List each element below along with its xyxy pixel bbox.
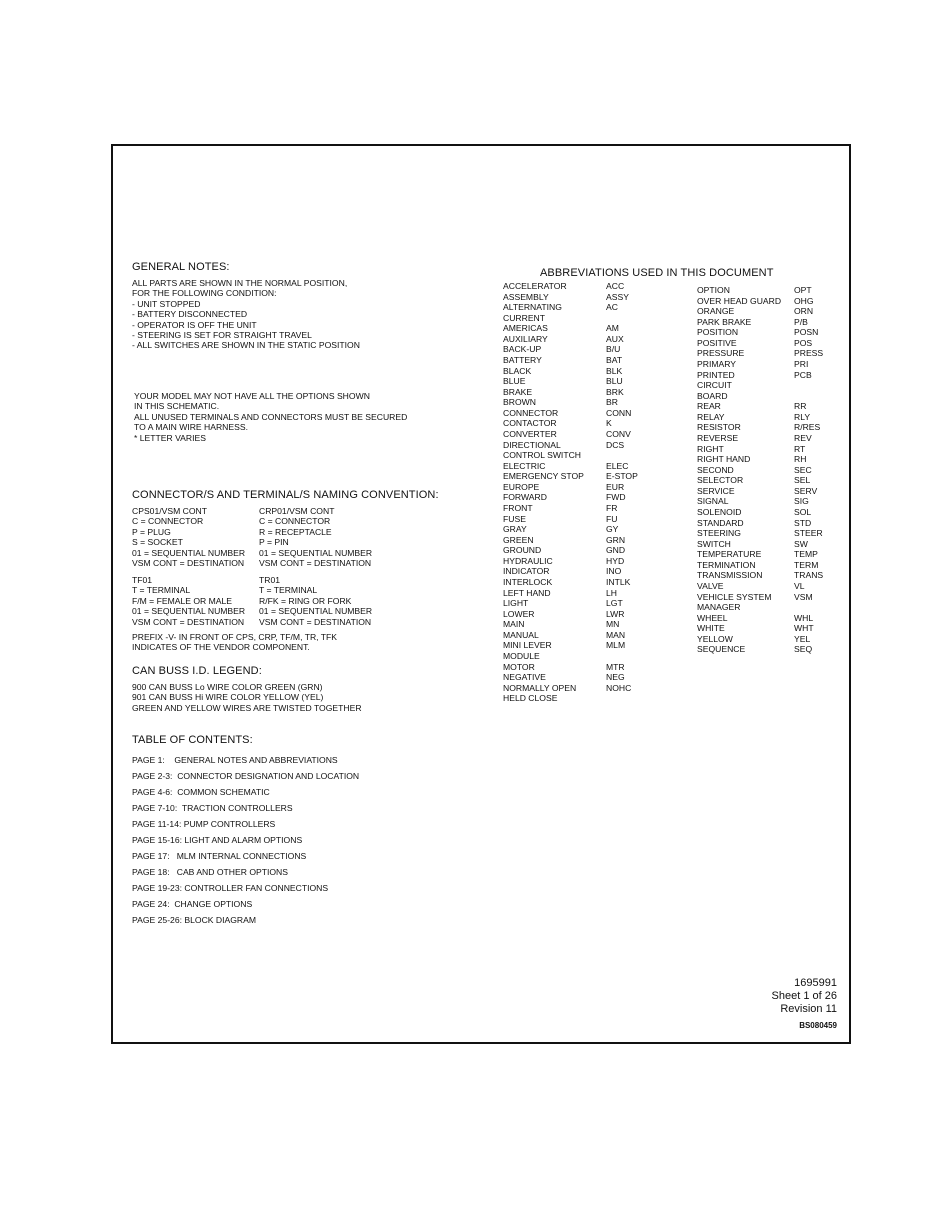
abbreviation-term: TERMINATION (697, 559, 756, 570)
text-line: R/FK = RING OR FORK (259, 595, 352, 606)
naming-block2-right (259, 575, 372, 627)
text-line: VSM CONT = DESTINATION (259, 557, 372, 568)
text-line: 01 = SEQUENTIAL NUMBER (259, 606, 373, 617)
text-line: T = TERMINAL (132, 585, 191, 596)
abbreviation-code: POS (794, 337, 813, 348)
abbreviation-term: GRAY (503, 524, 527, 535)
abbreviation-code: NOHC (606, 682, 632, 693)
naming-block2-left (132, 575, 245, 627)
abbreviation-term: WHEEL (697, 612, 728, 623)
abbreviation-term: STANDARD (697, 517, 744, 528)
abbreviation-code: LWR (606, 608, 625, 619)
toc-list (132, 755, 359, 931)
abbreviation-code: PCB (794, 369, 812, 380)
abbreviation-code: INTLK (606, 576, 631, 587)
abbreviation-term: ALTERNATING (503, 302, 562, 313)
abbreviation-code: RR (794, 401, 807, 412)
abbreviation-code: CONV (606, 428, 631, 439)
abbreviation-code: BLK (606, 365, 623, 376)
abbreviation-code: FWD (606, 492, 626, 503)
text-line: CPS01/VSM CONT (132, 506, 207, 516)
abbreviation-code: GRN (606, 534, 626, 545)
abbreviation-term: SIGNAL (697, 496, 729, 507)
text-line: 01 = SEQUENTIAL NUMBER (259, 547, 373, 558)
abbreviation-code: SW (794, 538, 808, 549)
abbreviation-code: SEC (794, 464, 812, 475)
abbreviation-term: FUSE (503, 513, 526, 524)
abbreviation-code: WHL (794, 612, 814, 623)
abbreviation-term: OVER HEAD GUARD (697, 295, 782, 306)
text-line: C = CONNECTOR (132, 516, 204, 527)
abbreviation-code: GY (606, 524, 619, 535)
toc-item: PAGE 25-26: BLOCK DIAGRAM (132, 915, 257, 925)
abbreviation-code: P/B (794, 316, 808, 327)
abbreviation-code: SIG (794, 496, 809, 507)
abbreviation-code: E-STOP (606, 471, 638, 482)
toc-item: PAGE 11-14: PUMP CONTROLLERS (132, 819, 276, 829)
toc-item: PAGE 19-23: CONTROLLER FAN CONNECTIONS (132, 883, 329, 893)
abbreviation-term: YELLOW (697, 633, 733, 644)
abbreviation-term: DIRECTIONAL (503, 439, 561, 450)
abbreviation-term: INDICATOR (503, 566, 550, 577)
abbreviation-term: POSITIVE (697, 337, 737, 348)
abbreviation-code: POSN (794, 327, 819, 338)
abbreviation-term: REVERSE (697, 432, 739, 443)
abbreviation-term: BLUE (503, 376, 526, 387)
abbreviation-code: ASSY (606, 291, 629, 302)
abbreviation-term: BOARD (697, 390, 728, 401)
abbreviation-code: SEQ (794, 644, 813, 655)
abbreviation-code: MAN (606, 629, 626, 640)
abbreviation-term: OPTION (697, 285, 730, 295)
text-line: S = SOCKET (132, 537, 183, 548)
abbreviation-term: SERVICE (697, 485, 735, 496)
document-code: BS080459 (799, 1021, 837, 1030)
toc-item: PAGE 2-3: CONNECTOR DESIGNATION AND LOCATION (132, 771, 360, 781)
text-line: IN THIS SCHEMATIC. (134, 401, 220, 412)
abbreviation-code: VL (794, 580, 805, 591)
abbreviation-term: MANUAL (503, 629, 539, 640)
abbreviation-code: GND (606, 545, 626, 556)
text-line: VSM CONT = DESTINATION (259, 616, 372, 627)
abbreviation-term: HYDRAULIC (503, 555, 553, 566)
abbreviation-term: FRONT (503, 502, 533, 513)
abbreviation-code: YEL (794, 633, 811, 644)
text-line: 01 = SEQUENTIAL NUMBER (132, 606, 246, 617)
abbreviation-term: HELD CLOSE (503, 693, 558, 704)
abbreviation-term: SELECTOR (697, 475, 744, 486)
abbreviation-code: BR (606, 397, 618, 408)
abbreviation-code: FU (606, 513, 618, 524)
abbreviation-term: FORWARD (503, 492, 547, 503)
abbreviation-term: MOTOR (503, 661, 535, 672)
text-line: - BATTERY DISCONNECTED (132, 309, 248, 320)
drawing-number: 1695991 (794, 977, 837, 989)
abbreviation-code: SOL (794, 506, 812, 517)
abbreviation-code: BRK (606, 386, 624, 397)
abbreviation-term: ASSEMBLY (503, 291, 549, 302)
abbreviation-term: TRANSMISSION (697, 570, 763, 581)
text-line: T = TERMINAL (259, 585, 318, 596)
abbreviation-code: TRANS (794, 570, 824, 581)
abbreviation-term: VALVE (697, 580, 724, 591)
naming-block1-right (259, 506, 372, 568)
abbreviation-term: ELECTRIC (503, 460, 546, 471)
general-notes-title: GENERAL NOTES: (132, 261, 230, 273)
toc-item: PAGE 18: CAB AND OTHER OPTIONS (132, 867, 288, 877)
abbreviation-term: SWITCH (697, 538, 731, 549)
abbreviation-term: CURRENT (503, 312, 546, 323)
general-notes-list-2 (134, 391, 407, 443)
text-line: TR01 (259, 575, 281, 585)
abbreviation-term: POSITION (697, 327, 739, 338)
abbreviation-code: RH (794, 454, 807, 465)
abbreviation-term: LOWER (503, 608, 535, 619)
abbreviation-code: NEG (606, 672, 625, 683)
revision: Revision 11 (780, 1003, 837, 1015)
text-line: - STEERING IS SET FOR STRAIGHT TRAVEL (132, 329, 312, 340)
abbreviation-term: EMERGENCY STOP (503, 471, 584, 482)
abbreviation-term: SEQUENCE (697, 644, 746, 655)
abbreviation-term: MAIN (503, 619, 525, 630)
abbreviation-term: RIGHT (697, 443, 724, 454)
text-line: FOR THE FOLLOWING CONDITION: (132, 288, 277, 299)
abbreviation-term: WHITE (697, 623, 725, 634)
abbreviation-term: RELAY (697, 411, 725, 422)
abbreviation-code: CONN (606, 407, 632, 418)
abbreviation-code: LH (606, 587, 617, 598)
abbreviation-code: STD (794, 517, 812, 528)
abbreviation-term: CONTACTOR (503, 418, 557, 429)
abbreviation-code: OHG (794, 295, 814, 306)
abbreviation-term: EUROPE (503, 481, 540, 492)
text-line: TF01 (132, 575, 153, 585)
abbreviation-term: BATTERY (503, 354, 542, 365)
abbreviation-term: PRIMARY (697, 358, 736, 369)
text-line: - OPERATOR IS OFF THE UNIT (132, 319, 257, 330)
abbreviation-term: AMERICAS (503, 323, 548, 334)
toc-item: PAGE 1: GENERAL NOTES AND ABBREVIATIONS (132, 755, 338, 765)
toc-title: TABLE OF CONTENTS: (132, 734, 253, 746)
abbreviation-term: ACCELERATOR (503, 281, 567, 291)
abbreviation-code: RLY (794, 411, 811, 422)
text-line: * LETTER VARIES (134, 432, 206, 443)
text-line: 900 CAN BUSS Lo WIRE COLOR GREEN (GRN) (132, 682, 323, 692)
can-legend-title: CAN BUSS I.D. LEGEND: (132, 665, 262, 677)
abbreviation-term: PRINTED (697, 369, 735, 380)
abbreviation-term: GROUND (503, 545, 542, 556)
abbreviation-term: CONVERTER (503, 428, 557, 439)
abbreviation-term: CONNECTOR (503, 407, 559, 418)
abbreviation-term: LEFT HAND (503, 587, 551, 598)
abbreviation-term: BROWN (503, 397, 536, 408)
text-line: - ALL SWITCHES ARE SHOWN IN THE STATIC POSITION (132, 340, 360, 351)
abbreviation-code: RT (794, 443, 806, 454)
naming-block1-left (132, 506, 245, 568)
text-line: YOUR MODEL MAY NOT HAVE ALL THE OPTIONS SHOWN (134, 391, 370, 401)
abbreviation-code: OPT (794, 285, 812, 295)
abbreviation-term: NEGATIVE (503, 672, 546, 683)
abbreviation-term: REAR (697, 401, 721, 412)
abbreviation-code: VSM (794, 591, 813, 602)
toc-item: PAGE 7-10: TRACTION CONTROLLERS (132, 803, 293, 813)
text-line: P = PIN (259, 537, 289, 548)
abbreviation-code: TERM (794, 559, 819, 570)
abbreviation-code: SEL (794, 475, 811, 486)
sheet-number: Sheet 1 of 26 (771, 990, 837, 1002)
abbreviation-code: BLU (606, 376, 623, 387)
text-line: C = CONNECTOR (259, 516, 331, 527)
abbreviation-code: LGT (606, 598, 623, 609)
text-line: INDICATES OF THE VENDOR COMPONENT. (132, 642, 310, 653)
abbreviation-code: MLM (606, 640, 626, 651)
abbreviation-term: MODULE (503, 650, 540, 661)
toc-item: PAGE 24: CHANGE OPTIONS (132, 899, 253, 909)
abbreviation-code: REV (794, 432, 812, 443)
title-block (772, 977, 837, 1032)
abbreviation-code: ELEC (606, 460, 629, 471)
text-line: 901 CAN BUSS Hi WIRE COLOR YELLOW (YEL) (132, 692, 324, 703)
abbreviation-term: TEMPERATURE (697, 549, 762, 560)
abbreviations-title: ABBREVIATIONS USED IN THIS DOCUMENT (540, 267, 774, 279)
text-line: - UNIT STOPPED (132, 298, 201, 309)
abbreviation-term: RESISTOR (697, 422, 741, 433)
abbreviation-code: BAT (606, 354, 623, 365)
can-legend-list (132, 682, 362, 713)
general-notes-list (132, 278, 360, 351)
abbreviation-code: WHT (794, 623, 814, 634)
abbreviation-code: MTR (606, 661, 625, 672)
abbreviation-code: AM (606, 323, 619, 334)
text-line: P = PLUG (132, 526, 171, 537)
abbreviation-code: TEMP (794, 549, 818, 560)
abbreviation-term: PRESSURE (697, 348, 745, 359)
text-line: VSM CONT = DESTINATION (132, 557, 245, 568)
abbreviation-code: PRESS (794, 348, 824, 359)
abbreviation-term: BLACK (503, 365, 532, 376)
abbreviation-term: VEHICLE SYSTEM (697, 591, 772, 602)
abbreviation-term: NORMALLY OPEN (503, 682, 577, 693)
text-line: TO A MAIN WIRE HARNESS. (134, 422, 248, 433)
abbreviation-term: ORANGE (697, 306, 735, 317)
abbreviation-term: CIRCUIT (697, 380, 732, 391)
abbreviation-term: INTERLOCK (503, 576, 553, 587)
abbreviation-code: K (606, 418, 612, 429)
toc-item: PAGE 4-6: COMMON SCHEMATIC (132, 787, 270, 797)
abbreviation-term: BACK-UP (503, 344, 542, 355)
toc-item: PAGE 17: MLM INTERNAL CONNECTIONS (132, 851, 307, 861)
abbreviation-term: BRAKE (503, 386, 533, 397)
text-line: R = RECEPTACLE (259, 526, 332, 537)
abbreviation-term: AUXILIARY (503, 333, 548, 344)
abbreviation-code: ACC (606, 281, 625, 291)
abbreviation-code: FR (606, 502, 618, 513)
text-line: F/M = FEMALE OR MALE (132, 595, 233, 606)
abbreviation-code: MN (606, 619, 620, 630)
text-line: PREFIX -V- IN FRONT OF CPS, CRP, TF/M, TR, TFK (132, 632, 337, 642)
abbreviation-code: HYD (606, 555, 625, 566)
naming-prefix-note (132, 632, 337, 653)
abbreviation-term: LIGHT (503, 598, 529, 609)
text-line: CRP01/VSM CONT (259, 506, 335, 516)
abbreviation-term: CONTROL SWITCH (503, 450, 581, 461)
text-line: ALL UNUSED TERMINALS AND CONNECTORS MUST BE SECURED (134, 411, 408, 422)
abbreviation-code: AC (606, 302, 618, 313)
abbreviation-term: GREEN (503, 534, 534, 545)
abbreviation-term: MINI LEVER (503, 640, 552, 651)
abbreviation-code: SERV (794, 485, 818, 496)
abbreviation-term: SECOND (697, 464, 734, 475)
abbreviation-code: DCS (606, 439, 625, 450)
abbreviation-code: R/RES (794, 422, 821, 433)
text-line: ALL PARTS ARE SHOWN IN THE NORMAL POSITION, (132, 278, 348, 288)
abbreviation-term: SOLENOID (697, 506, 742, 517)
abbreviation-code: PRI (794, 358, 809, 369)
text-line: GREEN AND YELLOW WIRES ARE TWISTED TOGETHER (132, 702, 362, 713)
abbreviation-term: RIGHT HAND (697, 454, 751, 465)
abbreviation-code: ORN (794, 306, 814, 317)
abbreviation-code: INO (606, 566, 622, 577)
text-line: 01 = SEQUENTIAL NUMBER (132, 547, 246, 558)
abbreviation-term: STEERING (697, 528, 741, 539)
toc-item: PAGE 15-16: LIGHT AND ALARM OPTIONS (132, 835, 303, 845)
abbreviation-code: STEER (794, 528, 823, 539)
abbreviation-code: AUX (606, 333, 624, 344)
text-line: VSM CONT = DESTINATION (132, 616, 245, 627)
naming-title: CONNECTOR/S AND TERMINAL/S NAMING CONVENTION: (132, 489, 439, 501)
abbreviation-term: PARK BRAKE (697, 316, 752, 327)
abbreviation-code: B/U (606, 344, 621, 355)
abbreviation-term: MANAGER (697, 602, 741, 613)
abbreviation-code: EUR (606, 481, 625, 492)
